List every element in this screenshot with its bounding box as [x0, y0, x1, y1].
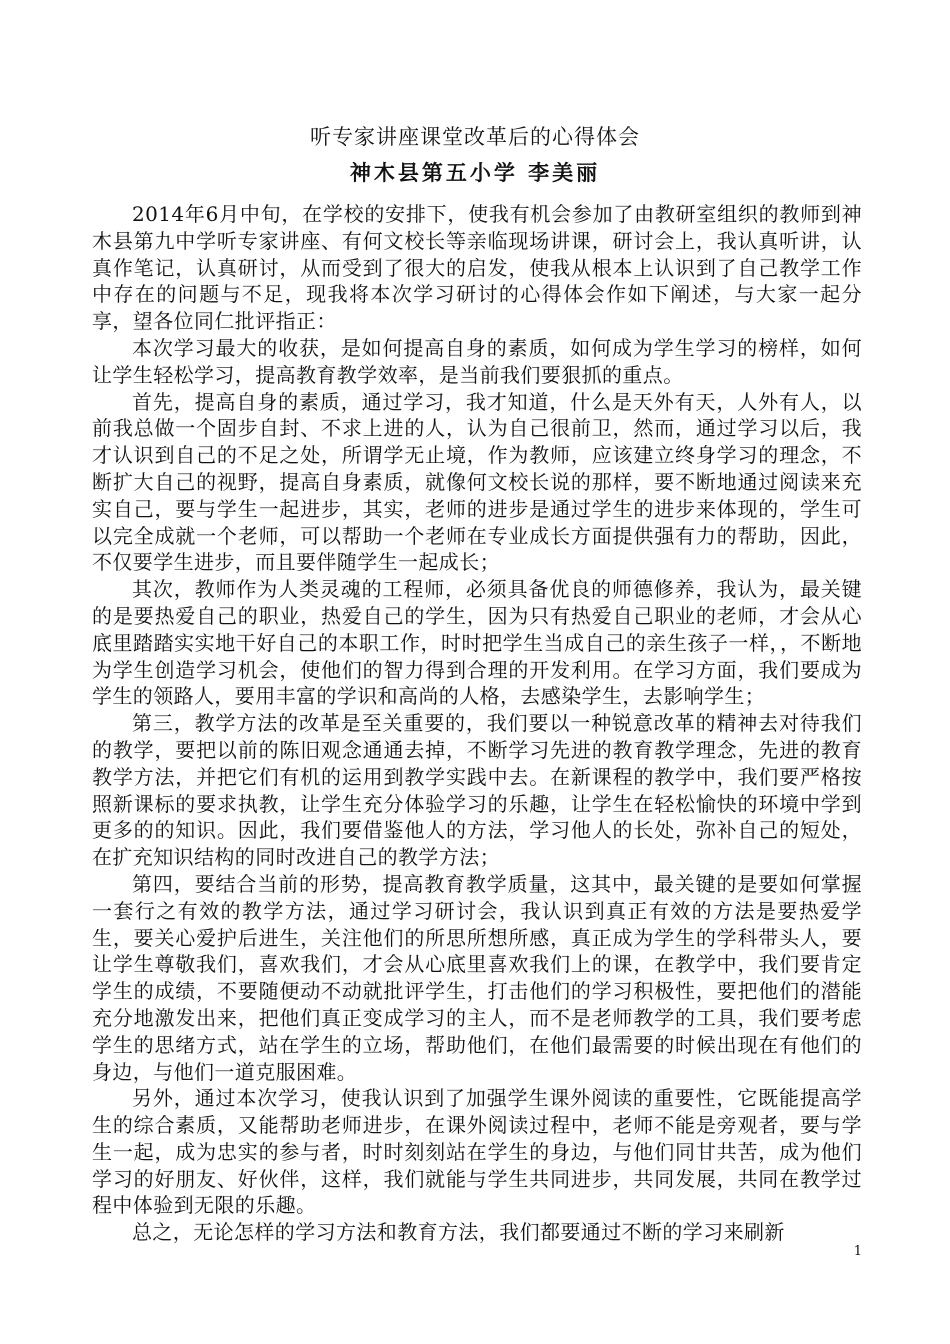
document-body — [92, 201, 862, 1246]
paragraph-intro: 2014年6月中旬，在学校的安排下，使我有机会参加了由教研室组织的教师到神木县第九中学听专家讲座、有何文校长等亲临现场讲课，研讨会上，我认真听讲，认真作笔记，认真研讨，从而受到了很大的启发，使我从根本上认识到了自己教学工作中存在的问题与不足，现我将本次学习研讨的心得体会作如下阐述，与大家一起分享，望各位同仁批评指正： — [92, 202, 862, 334]
paragraph-reading: 另外，通过本次学习，使我认识到了加强学生课外阅读的重要性，它既能提高学生的综合素质，又能帮助老师进步，在课外阅读过程中，老师不能是旁观者，要与学生一起，成为忠实的参与者，时时刻刻站在学生的身边，与他们同甘共苦，成为他们学习的好朋友、好伙伴，这样，我们就能与学生共同进步，共同发展，共同在教学过程中体验到无限的乐趣。 — [92, 1086, 862, 1218]
author-line: 神木县第五小学 李美丽 — [349, 160, 601, 185]
document-title: 听专家讲座课堂改革后的心得体会 — [310, 125, 640, 149]
paragraph-third: 第三，教学方法的改革是至关重要的，我们要以一种锐意改革的精神去对待我们的教学，要把以前的陈旧观念通通去掉，不断学习先进的教育教学理念，先进的教育教学方法，并把它们有机的运用到教学实践中去。在新课程的教学中，我们要严格按照新课标的要求执教，让学生充分体验学习的乐趣，让学生在轻松愉快的环境中学到更多的的知识。因此，我们要借鉴他人的方法，学习他人的长处，弥补自己的短处，在扩充知识结构的同时改进自己的教学方法； — [92, 711, 862, 870]
paragraph-main-gain: 本次学习最大的收获，是如何提高自身的素质，如何成为学生学习的榜样，如何让学生轻松学习，提高教育教学效率，是当前我们要狠抓的重点。 — [92, 335, 862, 387]
paragraph-conclusion: 总之，无论怎样的学习方法和教育方法，我们都要通过不断的学习来刷新 — [132, 1220, 785, 1245]
page-number: 1 — [853, 1244, 862, 1259]
paragraph-first: 首先，提高自身的素质，通过学习，我才知道，什么是天外有天，人外有人，以前我总做一个固步自封、不求上进的人，认为自己很前卫，然而，通过学习以后，我才认识到自己的不足之处，所谓学无止境，作为教师，应该建立终身学习的理念，不断扩大自己的视野，提高自身素质，就像何文校长说的那样，要不断地通过阅读来充实自己，要与学生一起进步，其实，老师的进步是通过学生的进步来体现的，学生可以完全成就一个老师，可以帮助一个老师在专业成长方面提供强有力的帮助，因此，不仅要学生进步，而且要伴随学生一起成长； — [92, 389, 862, 575]
paragraph-fourth: 第四，要结合当前的形势，提高教育教学质量，这其中，最关键的是要如何掌握一套行之有效的教学方法，通过学习研讨会，我认识到真正有效的方法是要热爱学生，要关心爱护后进生，关注他们的所思所想所感，真正成为学生的学科带头人，要让学生尊敬我们，喜欢我们，才会从心底里喜欢我们上的课，在教学中，我们要肯定学生的成绩，不要随便动不动就批评学生，打击他们的学习积极性，要把他们的潜能充分地激发出来，把他们真正变成学习的主人，而不是老师教学的工具，我们要考虑学生的思绪方式，站在学生的立场，帮助他们，在他们最需要的时候出现在有他们的身边，与他们一道克服困难。 — [92, 871, 862, 1084]
paragraph-second: 其次，教师作为人类灵魂的工程师，必须具备优良的师德修养，我认为，最关键的是要热爱自己的职业，热爱自己的学生，因为只有热爱自己职业的老师，才会从心底里踏踏实实地干好自己的本职工作，时时把学生当成自己的亲生孩子一样，，不断地为学生创造学习机会，使他们的智力得到合理的开发利用。在学习方面，我们要成为学生的领路人，要用丰富的学识和高尚的人格，去感染学生，去影响学生； — [92, 577, 862, 709]
